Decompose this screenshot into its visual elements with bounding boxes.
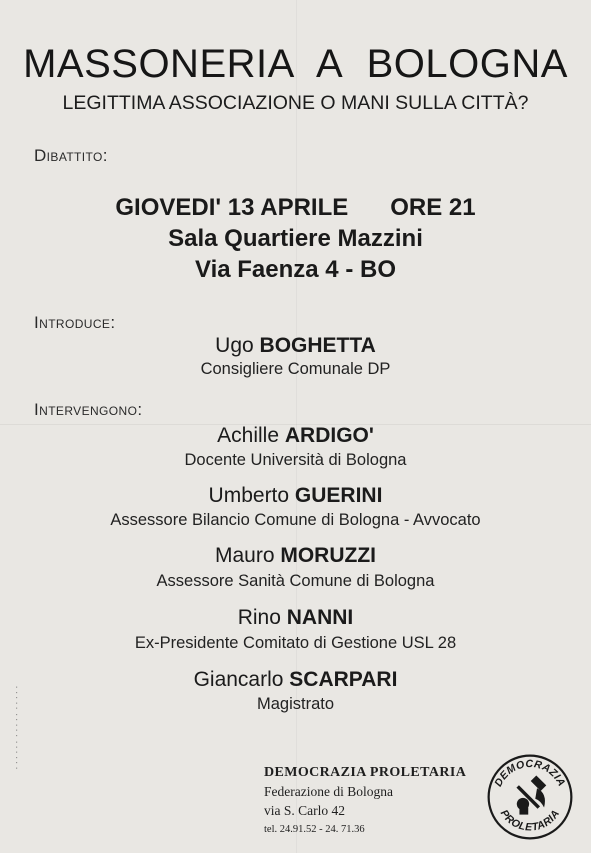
dibattito-label: Dibattito: bbox=[34, 146, 108, 165]
introducer-role: Consigliere Comunale DP bbox=[200, 360, 391, 378]
logo-top-text: DEMOCRAZIA bbox=[492, 758, 568, 789]
speaker-surname: MORUZZI bbox=[280, 544, 377, 567]
organizer-block bbox=[264, 765, 466, 835]
speaker-role: Assessore Bilancio Comune di Bologna - Avvocato bbox=[110, 511, 481, 529]
speaker-role: Assessore Sanità Comune di Bologna bbox=[156, 572, 435, 590]
event-time: ORE 21 bbox=[390, 194, 476, 221]
speaker-surname: GUERINI bbox=[294, 484, 383, 507]
introducer-name bbox=[0, 334, 591, 358]
speaker-surname: NANNI bbox=[286, 606, 354, 629]
hammer-sickle-fist-icon bbox=[517, 775, 546, 814]
speaker-role: Docente Università di Bologna bbox=[184, 451, 407, 469]
poster-subtitle: LEGITTIMA ASSOCIAZIONE O MANI SULLA CITTÀ? bbox=[62, 92, 529, 114]
organizer-name: DEMOCRAZIA PROLETARIA bbox=[264, 765, 467, 780]
speaker-surname: ARDIGO' bbox=[284, 424, 374, 447]
event-date: GIOVEDI' 13 APRILE bbox=[115, 194, 349, 221]
intervengono-label: Intervengono: bbox=[34, 400, 143, 419]
introducer-surname: BOGHETTA bbox=[259, 334, 376, 357]
logo-bottom-text: PROLETARIA bbox=[497, 807, 563, 834]
speaker-first-name: Giancarlo bbox=[193, 668, 284, 691]
introduce-label: Introduce: bbox=[34, 313, 116, 332]
speaker-role: Ex-Presidente Comitato di Gestione USL 28 bbox=[134, 634, 457, 652]
event-venue: Sala Quartiere Mazzini bbox=[168, 225, 423, 252]
speaker-name bbox=[0, 424, 591, 448]
organizer-federation: Federazione di Bologna bbox=[264, 784, 393, 799]
speaker-name bbox=[0, 606, 591, 630]
poster-title: MASSONERIA A BOLOGNA bbox=[23, 42, 568, 86]
organizer-street: via S. Carlo 42 bbox=[264, 803, 345, 818]
speaker-first-name: Achille bbox=[217, 424, 280, 447]
speaker-name bbox=[0, 484, 591, 508]
event-datetime bbox=[0, 194, 591, 222]
speaker-name bbox=[0, 544, 591, 568]
printer-imprint-mark: ▪▪▪▪▪▪ ▪▪▪▪▪ ▪▪▪▪▪ bbox=[14, 685, 19, 771]
speaker-first-name: Rino bbox=[237, 606, 281, 629]
democrazia-proletaria-logo-icon bbox=[486, 753, 574, 841]
speaker-name bbox=[0, 668, 591, 692]
speaker-surname: SCARPARI bbox=[289, 668, 398, 691]
organizer-phone: tel. 24.91.52 - 24. 71.36 bbox=[264, 824, 365, 835]
speaker-first-name: Mauro bbox=[214, 544, 275, 567]
event-address: Via Faenza 4 - BO bbox=[195, 256, 396, 283]
speaker-first-name: Umberto bbox=[208, 484, 290, 507]
svg-text:PROLETARIA bbox=[498, 808, 562, 834]
speaker-role: Magistrato bbox=[256, 695, 335, 713]
introducer-first-name: Ugo bbox=[215, 334, 254, 357]
svg-text:DEMOCRAZIA bbox=[492, 758, 567, 789]
